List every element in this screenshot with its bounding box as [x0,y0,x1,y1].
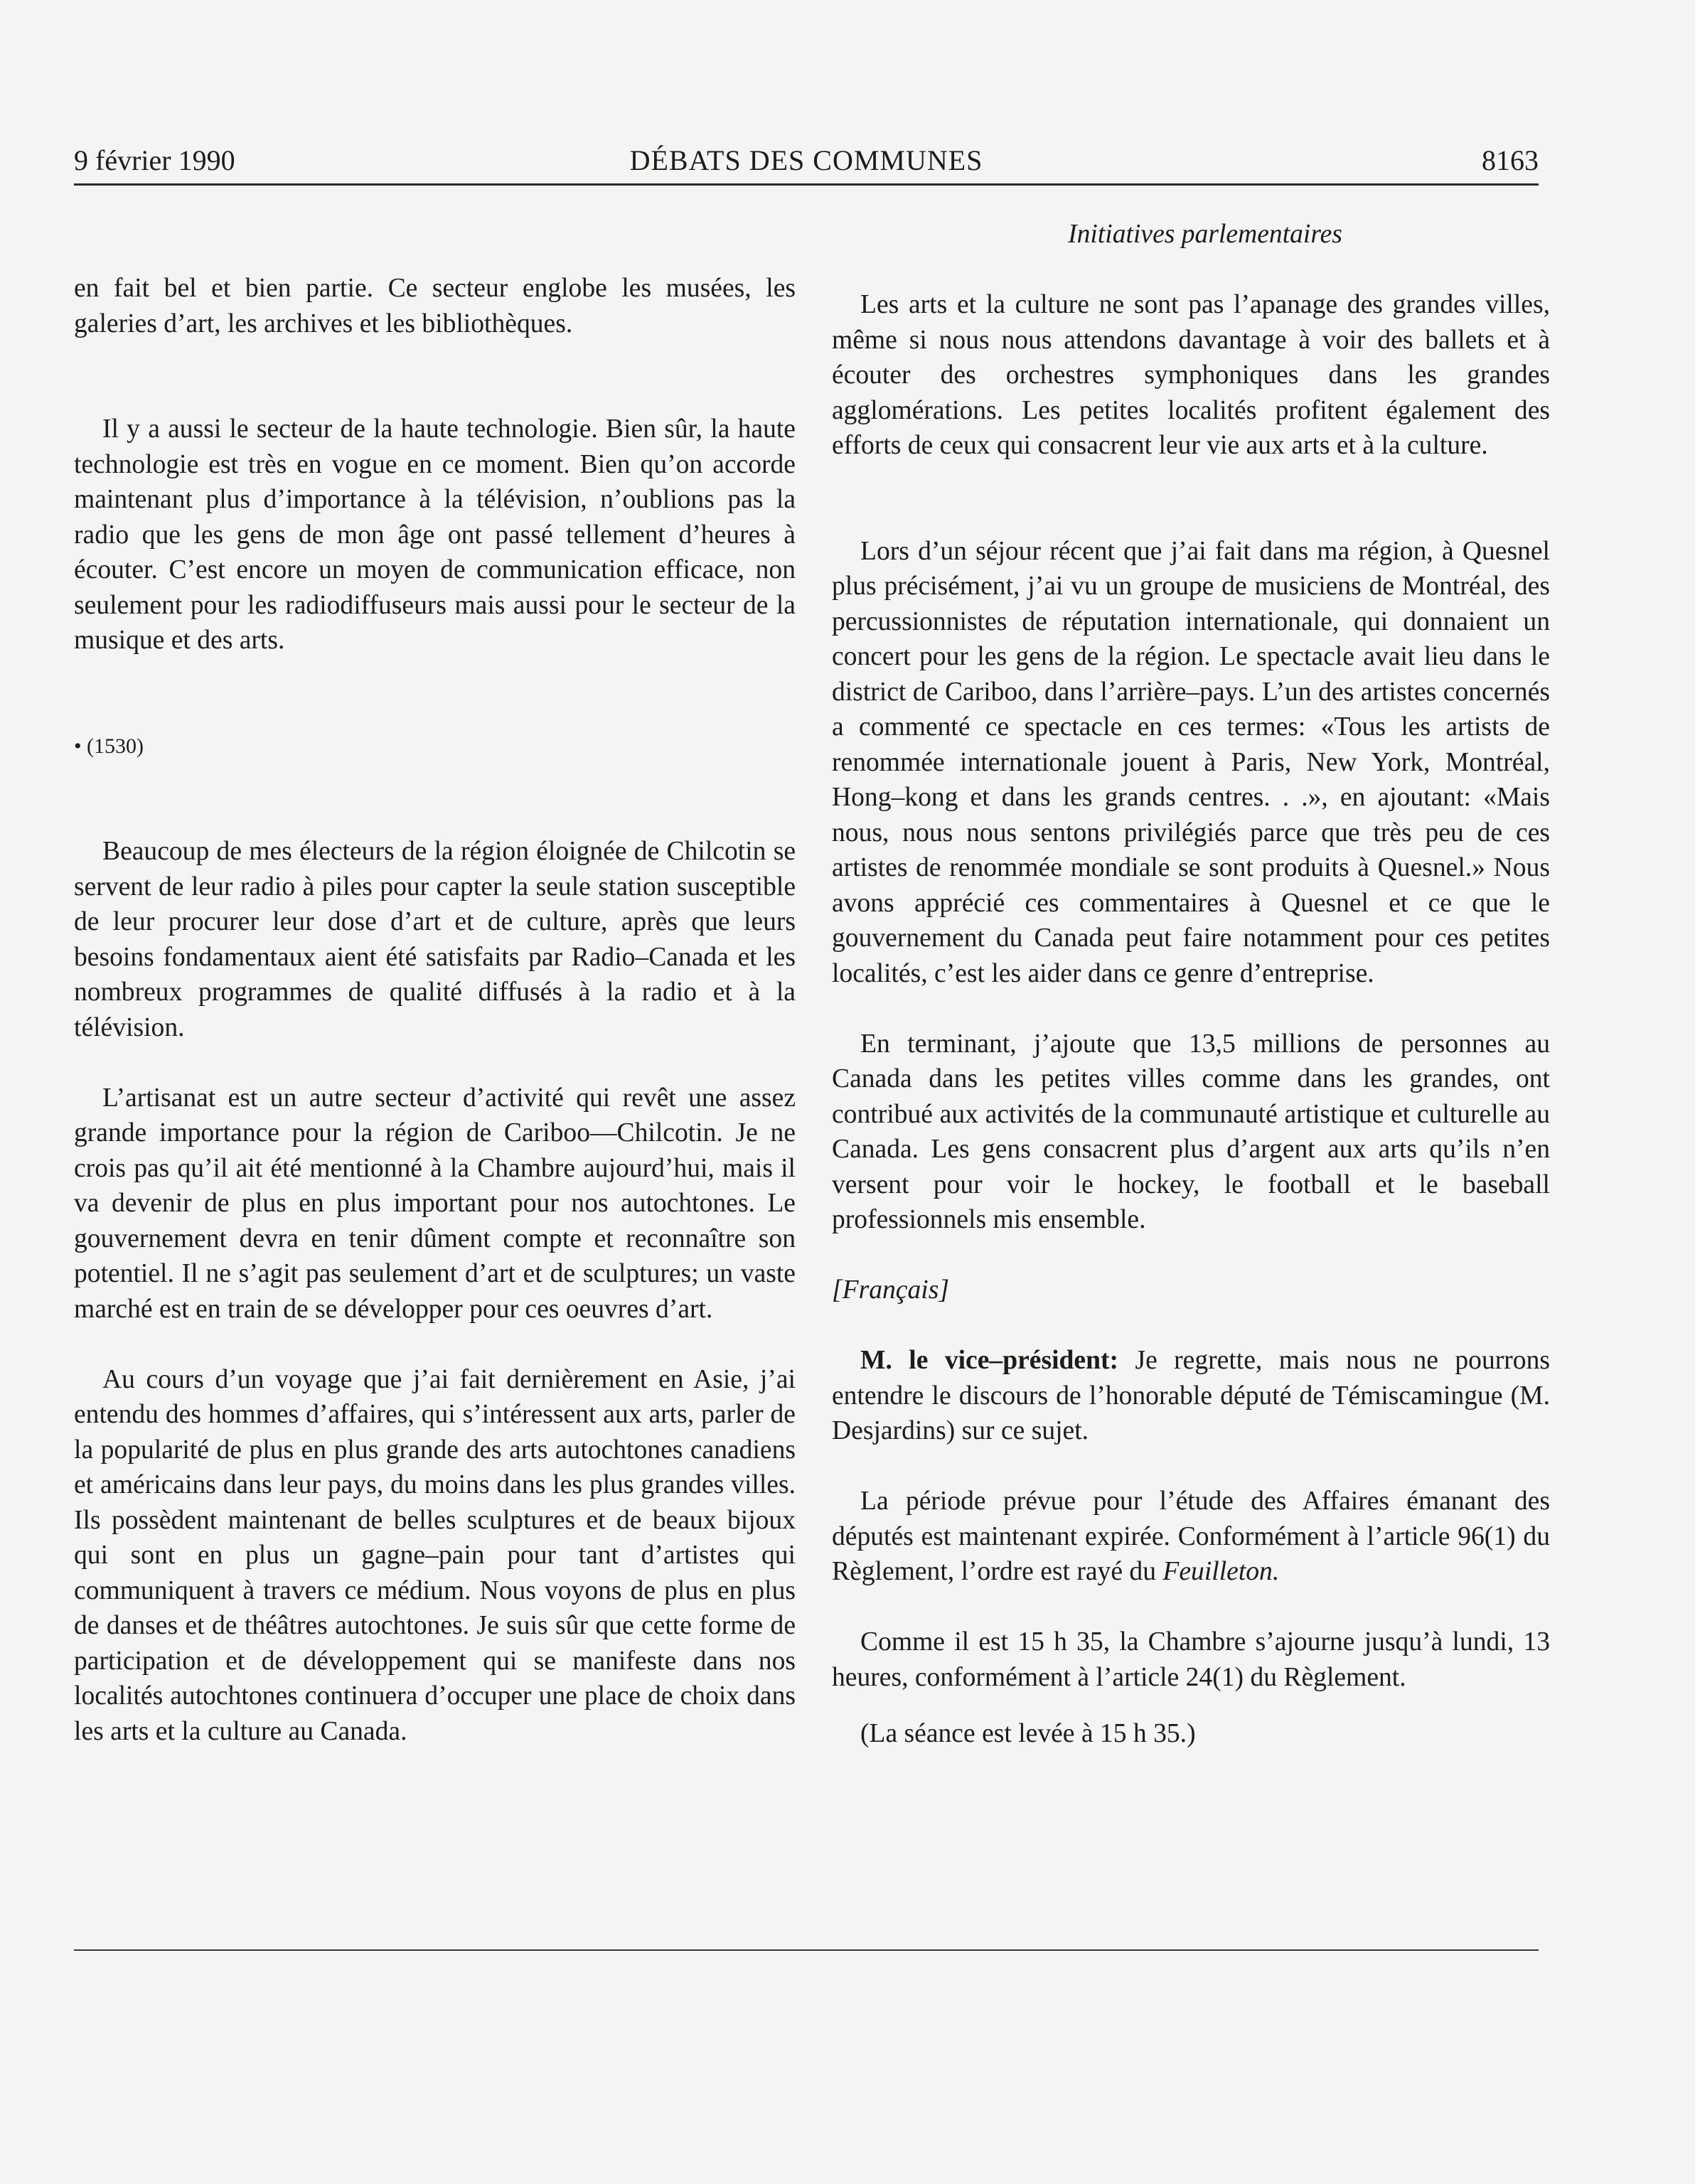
paragraph: Les arts et la culture ne sont pas l’apanage des grandes villes, même si nous nous attendons davantage à voir des ballets et à écouter des orchestres symphoniques dans les grandes agglomérations. Les petites localités profitent également des efforts de ceux qui consacrent leur vie aux arts et à la culture. [832,290,1550,460]
paragraph: En terminant, j’ajoute que 13,5 millions de personnes au Canada dans les petites villes comme dans les grandes, ont contribué aux activités de la communauté artistique et culturelle au Canada. Les gens consacrent plus d’argent aux arts qu’ils n’en versent pour voir le hockey, le football et le baseball professionnels mis ensemble. [832,1029,1550,1234]
paragraph: en fait bel et bien partie. Ce secteur englobe les musées, les galeries d’art, les archives et les bibliothèques. [74,274,796,338]
header-page-number: 8163 [1482,144,1539,176]
language-tag: [Français] [832,1275,949,1305]
header-title: DÉBATS DES COMMUNES [629,144,983,176]
header-date: 9 février 1990 [74,144,235,176]
order-paper-word: Feuilleton. [1162,1557,1280,1586]
paragraph-text: La période prévue pour l’étude des Affaires émanant des députés est maintenant expirée. Conformément à l’article 96(1) du Règlement, l’ordre est rayé du [832,1487,1550,1586]
section-title: Initiatives parlementaires [1068,220,1342,249]
page-header [74,139,1539,182]
speaker-paragraph [832,1343,1550,1449]
speaker-text: Je regrette, mais nous ne pourrons entendre le discours de l’honorable député de Témiscamingue (M. Desjardins) sur ce sujet. [832,1346,1550,1445]
closing-note: (La séance est levée à 15 h 35.) [860,1719,1196,1748]
paragraph: Lors d’un séjour récent que j’ai fait dans ma région, à Quesnel plus précisément, j’ai vu un groupe de musiciens de Montréal, des percussionnistes de réputation internationale, qui donnaient un concert pour les gens de la région. Le spectacle avait lieu dans le district de Cariboo, dans l’arrière–pays. L’un des artistes concernés a commenté ce spectacle en ces termes: «Tous les artists de renommée internationale jouent à Paris, New York, Montréal, Hong–kong et dans les grands centres. . .», en ajoutant: «Mais nous, nous nous sentons privilégiés parce que très peu de ces artistes de renommée mondiale se sont produits à Quesnel.» Nous avons apprécié ces commentaires à Quesnel et ce que le gouvernement du Canada peut faire notamment pour ces petites localités, c’est les aider dans ce genre d’entreprise. [832,536,1550,988]
right-column [832,217,1550,1787]
time-marker: • (1530) [74,734,144,758]
paragraph [832,1484,1550,1590]
speaker-name: M. le vice–président: [860,1346,1119,1375]
footer-rule [74,1949,1539,1951]
paragraph: Beaucoup de mes électeurs de la région éloignée de Chilcotin se servent de leur radio à piles pour capter la seule station susceptible de leur procurer leur dose d’art et de culture, après que leurs besoins fondamentaux aient été satisfaits par Radio–Canada et les nombreux programmes de qualité diffusés à la radio et à la télévision. [74,837,796,1042]
paragraph: Au cours d’un voyage que j’ai fait dernièrement en Asie, j’ai entendu des hommes d’affaires, qui s’intéressent aux arts, parler de la popularité de plus en plus grande des arts autochtones canadiens et américains dans leur pays, du moins dans les plus grandes villes. Ils possèdent maintenant de belles sculptures et de beaux bijoux qui sont en plus un gagne–pain pour tant d’artistes qui communiquent à travers ce médium. Nous voyons de plus en plus de danses et de théâtres autochtones. Je suis sûr que cette forme de participation et de développement qui se manifeste dans nos localités autochtones continuera d’occuper une place de choix dans les arts et la culture au Canada. [74,1364,796,1746]
paragraph: Comme il est 15 h 35, la Chambre s’ajourne jusqu’à lundi, 13 heures, conformément à l’article 24(1) du Règlement. [832,1627,1550,1692]
paragraph: L’artisanat est un autre secteur d’activité qui revêt une assez grande importance pour la région de Cariboo—Chilcotin. Je ne crois pas qu’il ait été mentionné à la Chambre aujourd’hui, mais il va devenir de plus en plus important pour nos autochtones. Le gouvernement devra en tenir dûment compte et reconnaître son potentiel. Il ne s’agit pas seulement d’art et de sculptures; un vaste marché est en train de se développer pour ces oeuvres d’art. [74,1083,796,1324]
header-rule [74,183,1539,186]
left-column [74,271,796,1784]
paragraph: Il y a aussi le secteur de la haute technologie. Bien sûr, la haute technologie est très en vogue en ce moment. Bien qu’on accorde maintenant plus d’importance à la télévision, n’oublions pas la radio que les gens de mon âge ont passé tellement d’heures à écouter. C’est encore un moyen de communication efficace, non seulement pour les radiodiffuseurs mais aussi pour le secteur de la musique et des arts. [74,414,796,655]
